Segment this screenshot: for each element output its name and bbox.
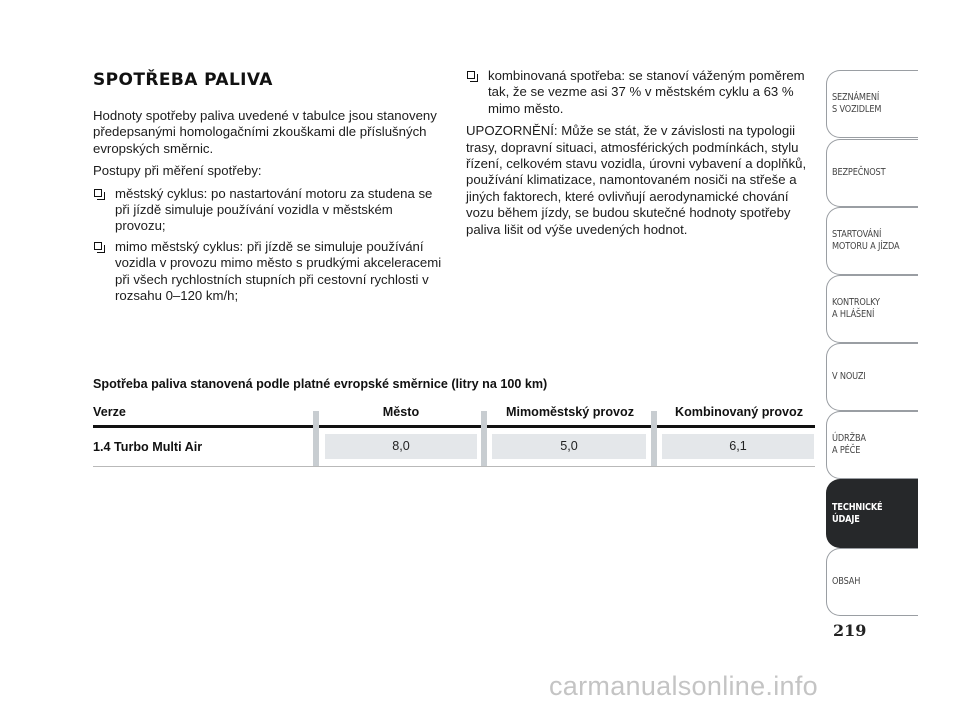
bullet-text: městský cyklus: po nastartování motoru za studena se při jízdě simuluje používání vozidla v městském provozu;	[115, 185, 433, 234]
tab-label: SEZNÁMENÍ S VOZIDLEM	[832, 92, 882, 115]
tab-bezpecnost[interactable]	[826, 139, 918, 207]
column-separator	[481, 411, 487, 467]
tab-udrzba[interactable]	[826, 411, 918, 479]
watermark: carmanualsonline.info	[549, 671, 818, 701]
tab-label: KONTROLKY A HLÁŠENÍ	[832, 297, 880, 320]
tab-seznameni[interactable]	[826, 70, 918, 138]
header-verze: Verze	[93, 405, 126, 419]
checkbox-bullet-icon	[94, 189, 102, 197]
checkbox-bullet-icon	[94, 242, 102, 250]
header-mesto: Město	[382, 405, 420, 419]
row-version-label: 1.4 Turbo Multi Air	[93, 440, 203, 454]
column-separator	[651, 411, 657, 467]
page-title: SPOTŘEBA PALIVA	[93, 70, 273, 90]
header-mimomestsky: Mimoměstský provoz	[505, 405, 635, 419]
left-column	[93, 108, 445, 308]
tab-label: V NOUZI	[832, 371, 866, 382]
tab-label: TECHNICKÉ ÚDAJE	[832, 501, 883, 525]
cell-mesto: 8,0	[325, 434, 477, 459]
bullet-combined-consumption	[466, 68, 818, 117]
warning-paragraph: UPOZORNĚNÍ: Může se stát, že v závislosti na typologii trasy, dopravní situaci, atmosférických podmínkách, stylu řízení, celkovém stavu vozidla, úrovni vybavení a doplňků, používání klimatizace, namontovaném nosiči na střeše a jiných faktorech, které ovlivňují aerodynamické chování vozu během jízdy, se budou skutečné hodnoty spotřeby paliva lišit od výše uvedených hodnot.	[466, 123, 807, 237]
bullet-urban-cycle	[93, 186, 445, 235]
tab-label: STARTOVÁNÍ MOTORU A JÍZDA	[832, 229, 900, 252]
tab-obsah[interactable]	[826, 548, 918, 616]
table-bottom-rule	[93, 466, 815, 467]
header-kombinovany: Kombinovaný provoz	[674, 405, 804, 419]
cell-kombinovany: 6,1	[662, 434, 814, 459]
tab-label: ÚDRŽBA A PÉČE	[832, 433, 866, 456]
tab-technicke-udaje[interactable]	[826, 479, 918, 548]
table-header-rule	[93, 425, 815, 428]
intro-paragraph: Hodnoty spotřeby paliva uvedené v tabulce jsou stanoveny předepsanými homologačními zkouškami dle příslušných evropských směrnic.	[93, 108, 437, 156]
table-caption: Spotřeba paliva stanovená podle platné evropské směrnice (litry na 100 km)	[93, 377, 548, 391]
cell-mimomestsky: 5,0	[492, 434, 646, 459]
column-separator	[313, 411, 319, 467]
tab-startovani[interactable]	[826, 207, 918, 275]
bullet-extra-urban-cycle	[93, 239, 445, 305]
tab-label: BEZPEČNOST	[832, 167, 886, 178]
procedures-heading: Postupy při měření spotřeby:	[93, 163, 262, 179]
right-column	[466, 68, 818, 244]
tab-kontrolky[interactable]	[826, 275, 918, 343]
tab-v-nouzi[interactable]	[826, 343, 918, 411]
bullet-text: mimo městský cyklus: při jízdě se simuluje používání vozidla v provozu mimo město s prudkými akceleracemi při všech rychlostních stupních při cestovní rychlosti v rozsahu 0–120 km/h;	[115, 238, 442, 304]
bullet-text: kombinovaná spotřeba: se stanoví váženým poměrem tak, že se vezme asi 37 % v městském cyklu a 63 % mimo město.	[488, 68, 805, 116]
tab-label: OBSAH	[832, 576, 861, 587]
checkbox-bullet-icon	[467, 71, 475, 79]
page-number: 219	[833, 621, 867, 640]
